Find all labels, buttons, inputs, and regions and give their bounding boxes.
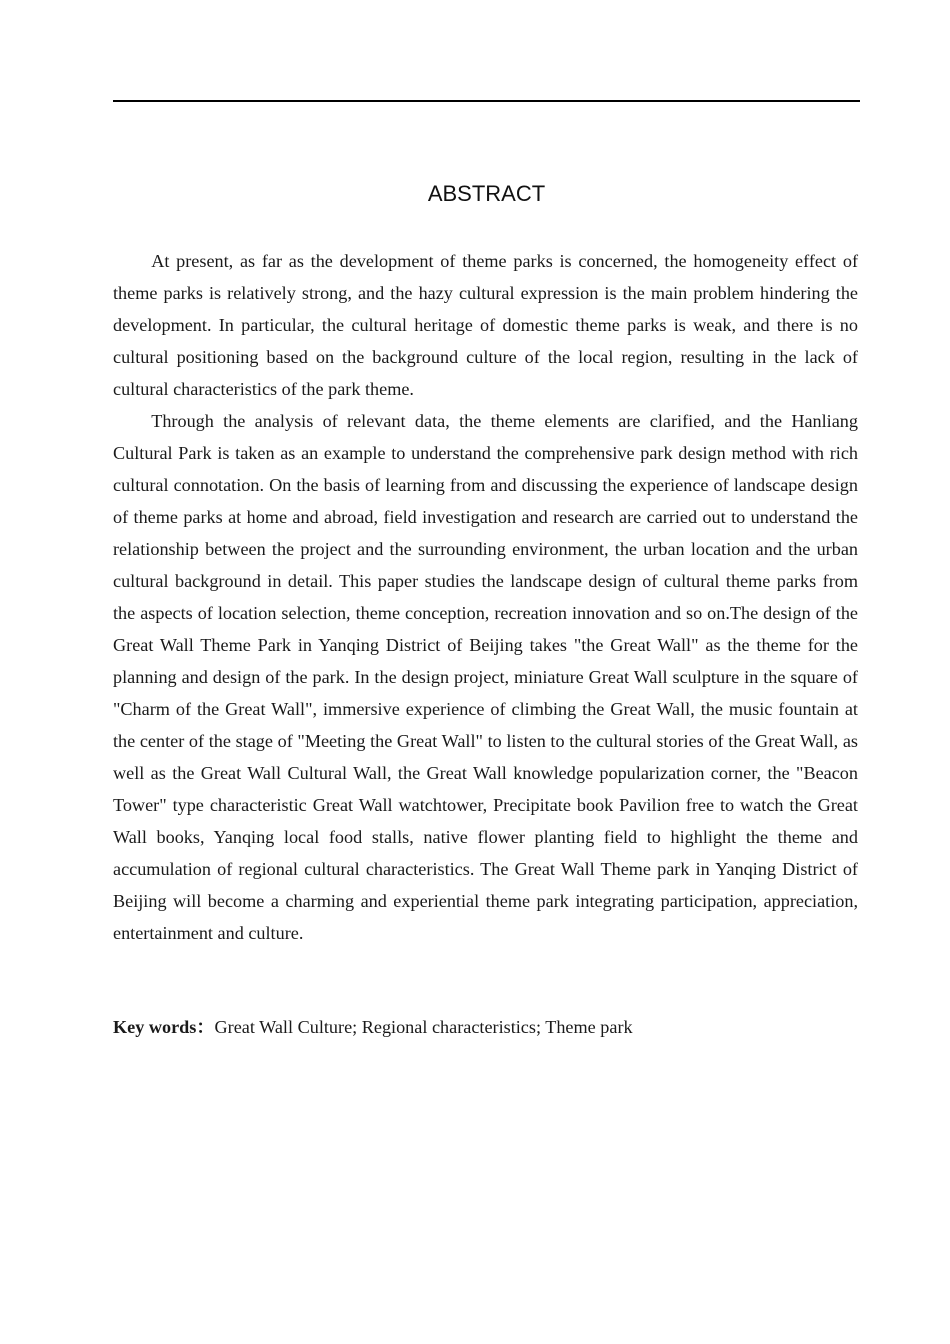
page-title: ABSTRACT xyxy=(427,181,546,206)
header-rule xyxy=(113,100,860,102)
abstract-paragraph-1: At present, as far as the development of theme parks is concerned, the homogeneity effect of theme parks is relatively strong, and the hazy cultural expression is the main problem hindering the development. In particular, the cultural heritage of domestic theme parks is weak, and there is no cultural positioning based on the background culture of the local region, resulting in the lack of cultural characteristics of the park theme. xyxy=(113,251,858,399)
keywords-line xyxy=(113,1011,858,1043)
abstract-body xyxy=(113,245,858,949)
keywords-label: Key words： xyxy=(113,1017,215,1037)
abstract-paragraph-2: Through the analysis of relevant data, the theme elements are clarified, and the Hanliang Cultural Park is taken as an example to understand the comprehensive park design method with rich cultural connotation. On the basis of learning from and discussing the experience of landscape design of theme parks at home and abroad, field investigation and research are carried out to understand the relationship between the project and the surrounding environment, the urban location and the urban cultural background in detail. This paper studies the landscape design of cultural theme parks from the aspects of location selection, theme conception, recreation innovation and so on.The design of the Great Wall Theme Park in Yanqing District of Beijing takes "the Great Wall" as the theme for the planning and design of the park. In the design project, miniature Great Wall sculpture in the square of "Charm of the Great Wall", immersive experience of climbing the Great Wall, the music fountain at the center of the stage of "Meeting the Great Wall" to listen to the cultural stories of the Great Wall, as well as the Great Wall Cultural Wall, the Great Wall knowledge popularization corner, the "Beacon Tower" type characteristic Great Wall watchtower, Precipitate book Pavilion free to watch the Great Wall books, Yanqing local food stalls, native flower planting field to highlight the theme and accumulation of regional cultural characteristics. The Great Wall Theme park in Yanqing District of Beijing will become a charming and experiential theme park integrating participation, appreciation, entertainment and culture. xyxy=(113,411,858,943)
keywords-text: Great Wall Culture; Regional characteristics; Theme park xyxy=(214,1017,633,1037)
